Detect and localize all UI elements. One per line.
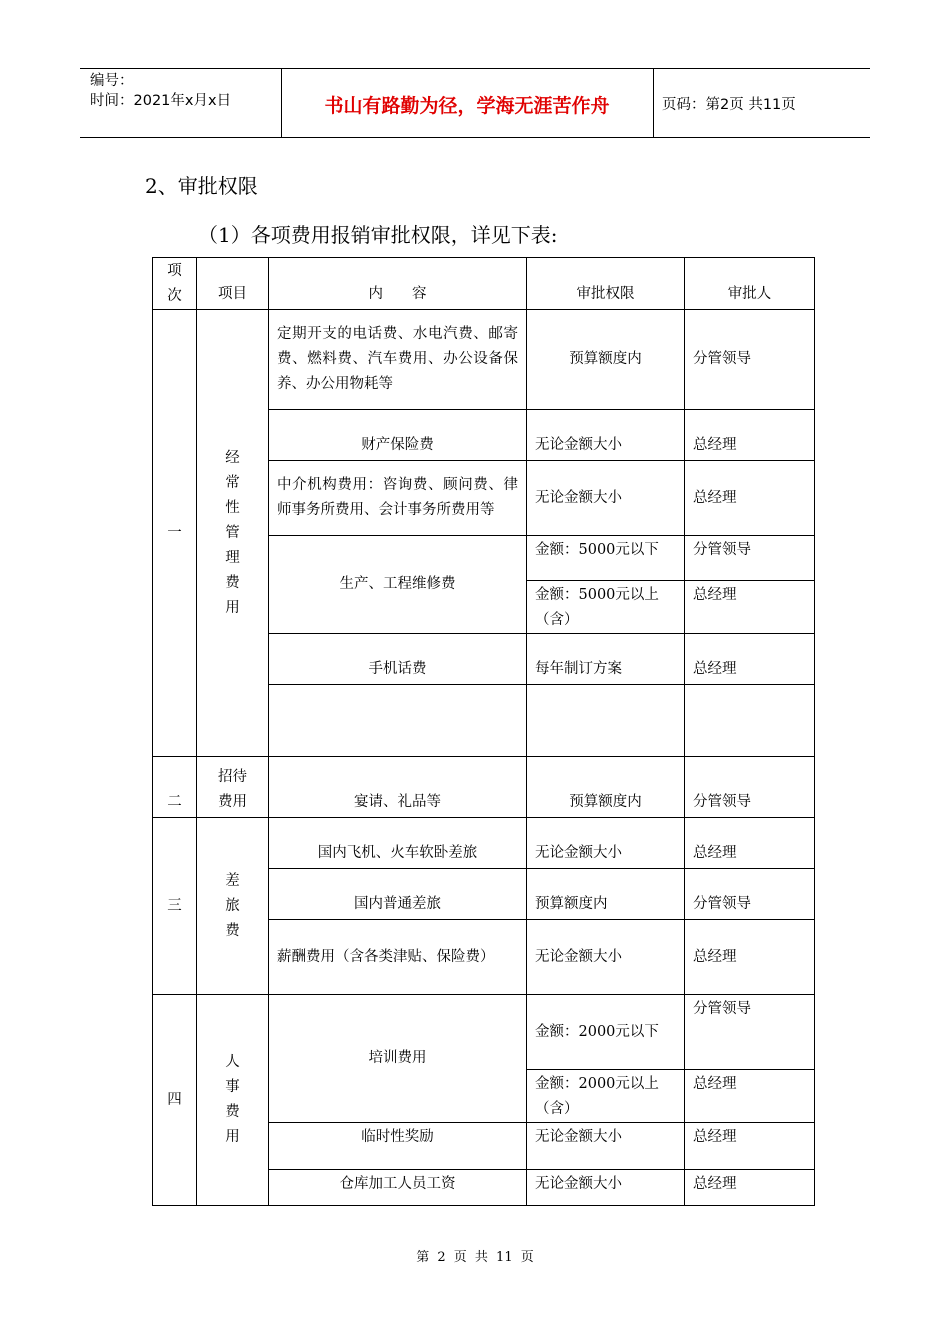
group-index: 三 [153,818,197,995]
header-page-info: 页码：第2页 共11页 [662,97,796,113]
content-cell: 财产保险费 [269,410,527,461]
content-cell: 薪酬费用（含各类津贴、保险费） [269,920,527,995]
header-index: 项次 [153,258,197,310]
authority-cell: 金额：5000元以下 [527,536,685,581]
group-item: 差旅费 [197,818,269,995]
approver-cell: 总经理 [685,1070,815,1123]
approver-cell: 分管领导 [685,757,815,818]
group-item: 经常性管理费用 [197,310,269,757]
content-cell: 手机话费 [269,634,527,685]
approver-cell: 总经理 [685,634,815,685]
group-index: 二 [153,757,197,818]
table-header-row [153,258,815,310]
content-cell: 国内飞机、火车软卧差旅 [269,818,527,869]
content-cell: 培训费用 [269,995,527,1123]
table-row [153,818,815,869]
content-cell: 宴请、礼品等 [269,757,527,818]
authority-cell: 每年制订方案 [527,634,685,685]
content-cell: 定期开支的电话费、水电汽费、邮寄费、燃料费、汽车费用、办公设备保养、办公用物耗等 [269,310,527,410]
group-item: 人事费用 [197,995,269,1206]
authority-cell: 预算额度内 [527,757,685,818]
approver-cell: 分管领导 [685,869,815,920]
content-cell: 临时性奖励 [269,1123,527,1170]
approver-cell: 总经理 [685,581,815,634]
approver-cell: 分管领导 [685,536,815,581]
table-row [153,995,815,1070]
approver-cell: 分管领导 [685,310,815,410]
approver-cell: 分管领导 [685,995,815,1070]
authority-cell: 金额：2000元以上（含） [527,1070,685,1123]
content-cell: 生产、工程维修费 [269,536,527,634]
code-label: 编号： [90,73,134,89]
header-authority: 审批权限 [527,258,685,310]
authority-cell: 无论金额大小 [527,920,685,995]
content-cell: 仓库加工人员工资 [269,1170,527,1206]
authority-cell: 预算额度内 [527,869,685,920]
authority-cell: 无论金额大小 [527,1123,685,1170]
table-row [153,757,815,818]
header-motto: 书山有路勤为径，学海无涯苦作舟 [324,95,610,117]
approver-cell: 总经理 [685,410,815,461]
authority-cell: 金额：2000元以下 [527,995,685,1070]
authority-cell: 金额：5000元以上（含） [527,581,685,634]
table-row [153,310,815,410]
header-item: 项目 [197,258,269,310]
authority-cell: 预算额度内 [527,310,685,410]
group-index: 四 [153,995,197,1206]
authority-cell: 无论金额大小 [527,461,685,536]
empty-cell [685,685,815,757]
section-title: 2、审批权限 [145,174,258,198]
approval-table [152,257,815,1206]
approver-cell: 总经理 [685,461,815,536]
content-cell: 国内普通差旅 [269,869,527,920]
empty-cell [527,685,685,757]
header-approver: 审批人 [685,258,815,310]
group-index: 一 [153,310,197,757]
approver-cell: 总经理 [685,1170,815,1206]
header-divider [653,69,654,137]
header-content: 内 容 [269,258,527,310]
authority-cell: 无论金额大小 [527,1170,685,1206]
document-header [80,68,870,138]
approver-cell: 总经理 [685,920,815,995]
header-meta [90,71,231,111]
subsection-title: （1）各项费用报销审批权限，详见下表: [198,223,558,247]
approver-cell: 总经理 [685,818,815,869]
group-item: 招待费用 [197,757,269,818]
content-cell: 中介机构费用：咨询费、顾问费、律师事务所费用、会计事务所费用等 [269,461,527,536]
approver-cell: 总经理 [685,1123,815,1170]
empty-cell [269,685,527,757]
authority-cell: 无论金额大小 [527,410,685,461]
time-label: 时间：2021年x月x日 [90,93,232,109]
authority-cell: 无论金额大小 [527,818,685,869]
page-footer: 第 2 页 共 11 页 [416,1250,534,1265]
